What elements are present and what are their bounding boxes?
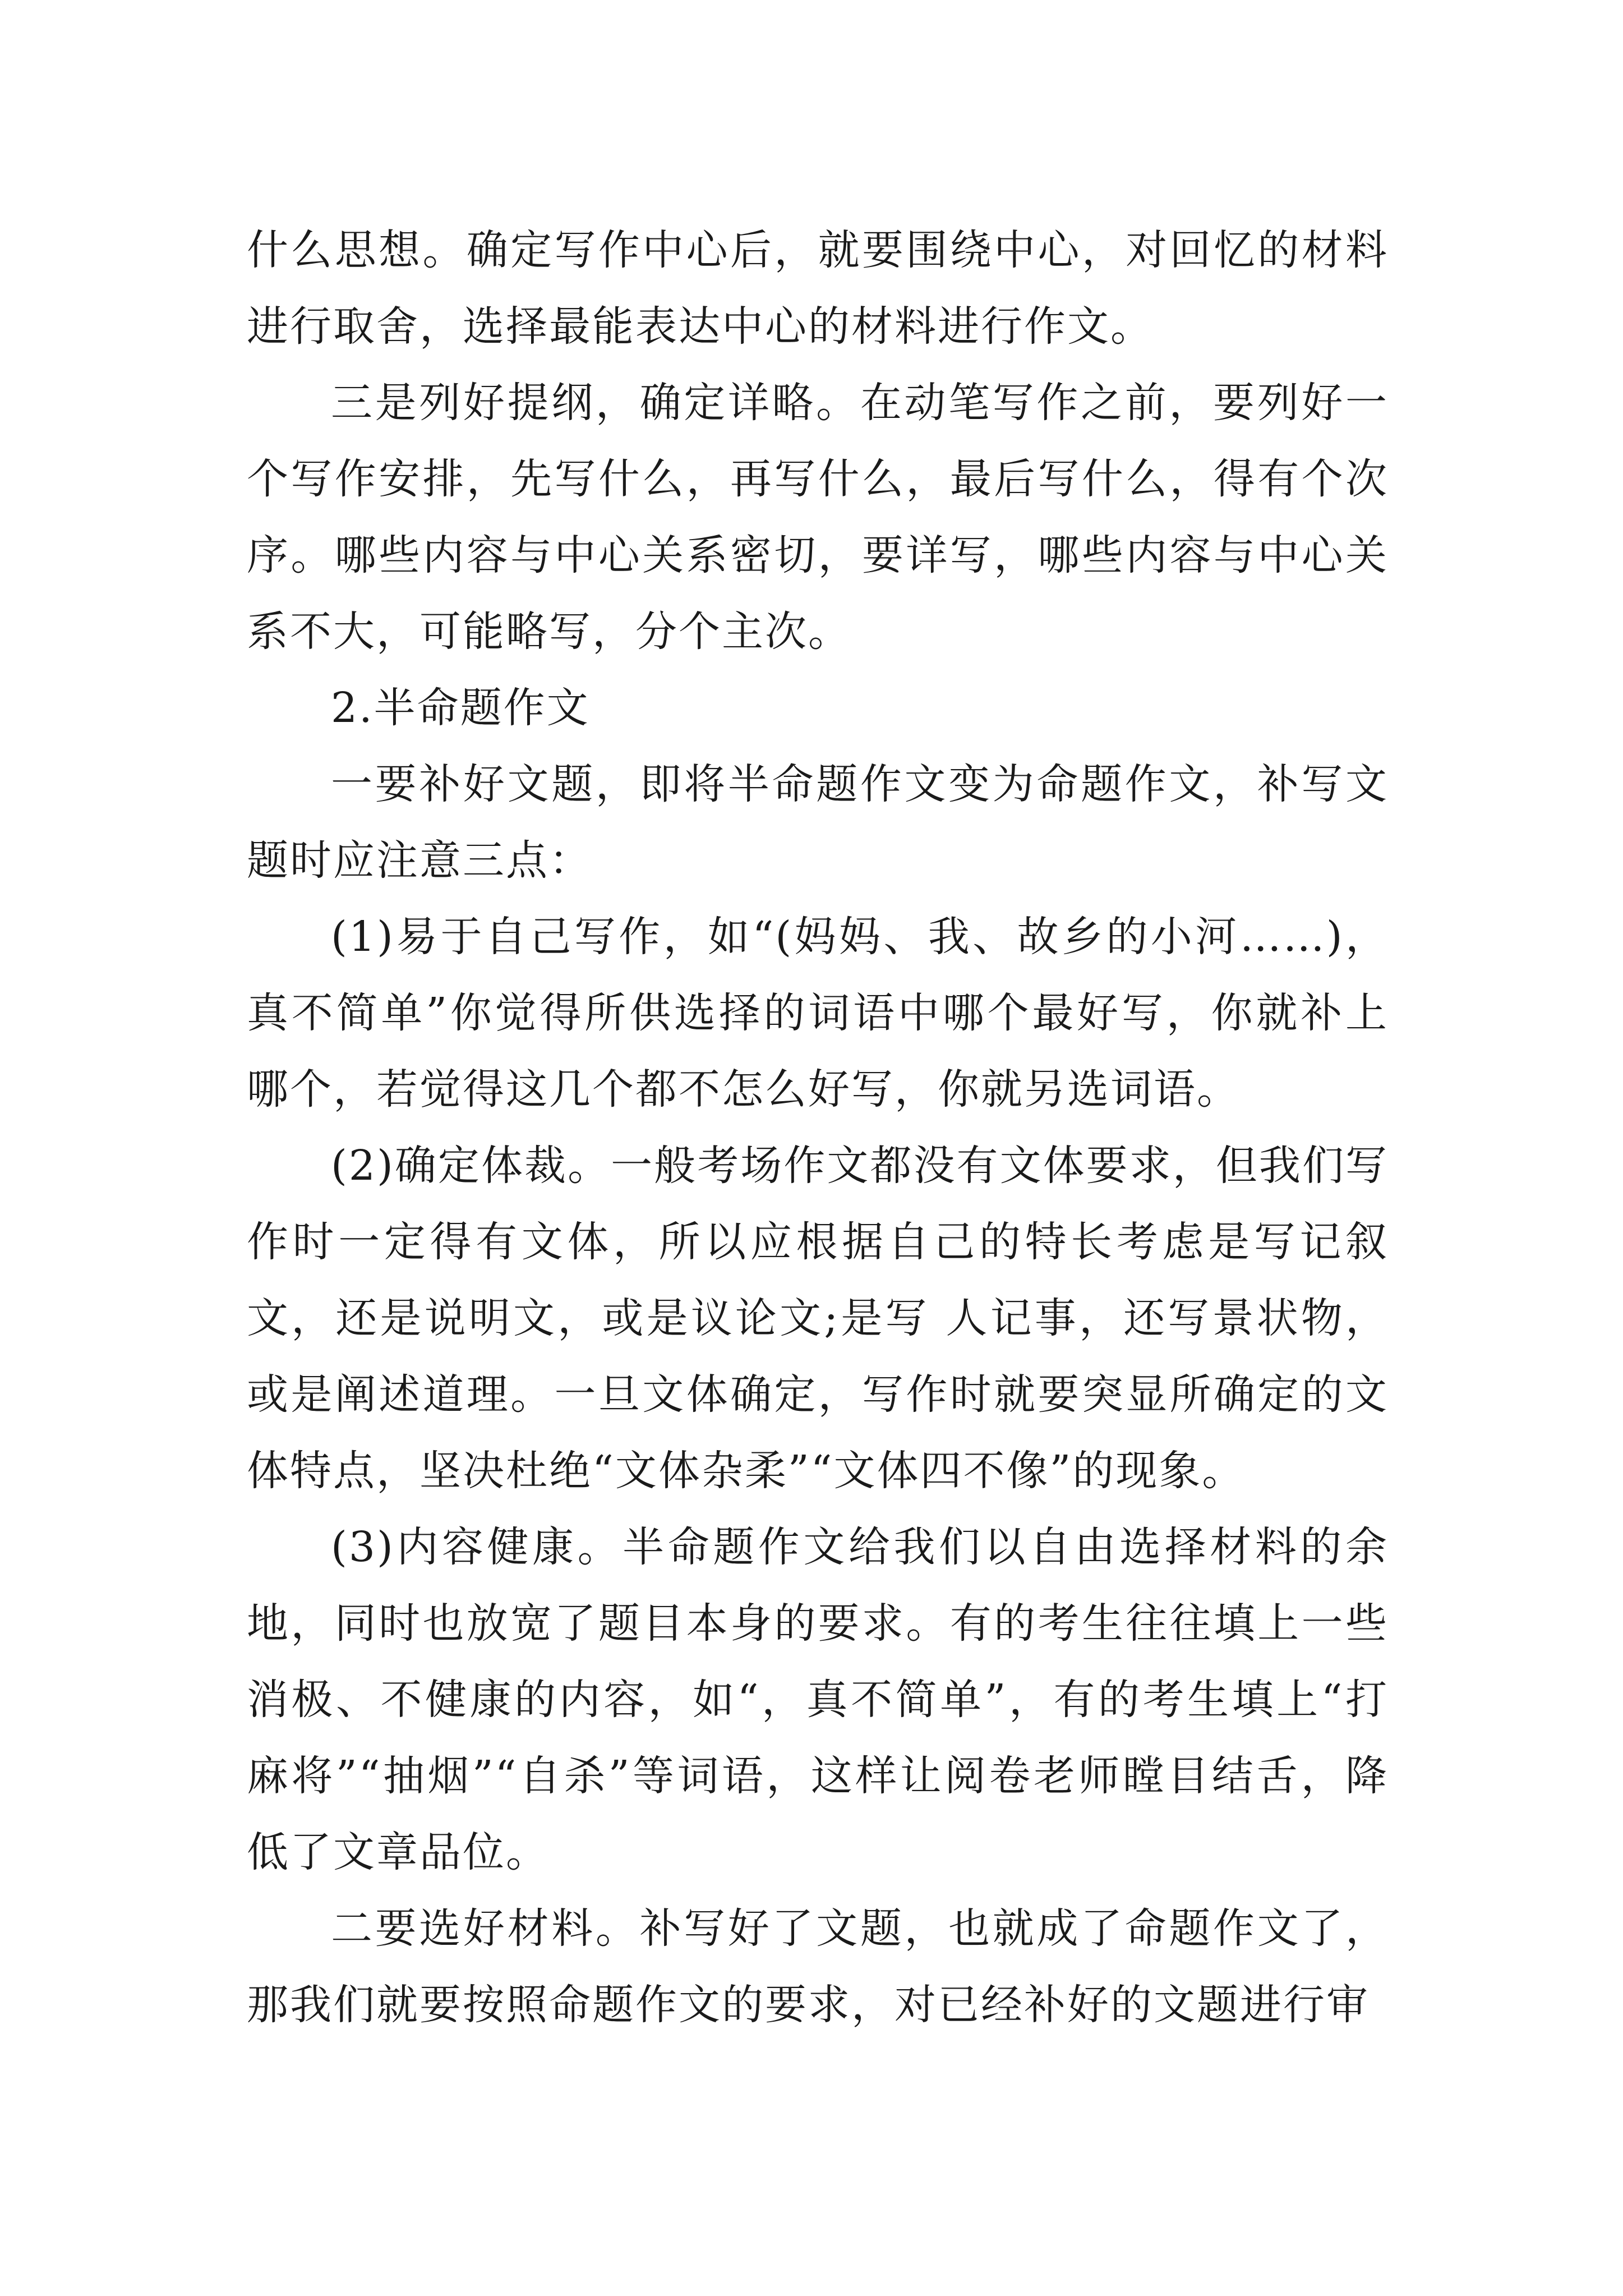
paragraph-5: (1)易于自己写作，如“(妈妈、我、故乡的小河……)，真不简单”你觉得所供选择的词语中哪个最好写，你就补上哪个，若觉得这几个都不怎么好写，你就另选词语。 [247,913,1389,1114]
section-heading: 2.半命题作文 [331,684,590,732]
paragraph-7: (3)内容健康。半命题作文给我们以自由选择材料的余地，同时也放宽了题目本身的要求。有的考生往往填上一些消极、不健康的内容，如“，真不简单”，有的考生填上“打麻将”“抽烟”“自杀”等词语，这样让阅卷老师瞠目结舌，降低了文章品位。 [247,1523,1389,1876]
paragraph-6: (2)确定体裁。一般考场作文都没有文体要求，但我们写作时一定得有文体，所以应根据自己的特长考虑是写记叙文，还是说明文，或是议论文;是写 人记事，还写景状物，或是阐述道理。一旦文体确定，写作时就要突显所确定的文体特点，坚决杜绝“文体杂柔”“文体四不像”的现象。 [247,1142,1389,1495]
document-body [247,212,1389,2043]
paragraph-8: 二要选好材料。补写好了文题，也就成了命题作文了，那我们就要按照命题作文的要求，对已经补好的文题进行审 [247,1904,1389,2029]
paragraph-1: 什么思想。确定写作中心后，就要围绕中心，对回忆的材料进行取舍，选择最能表达中心的材料进行作文。 [247,226,1389,351]
paragraph-4: 一要补好文题，即将半命题作文变为命题作文，补写文题时应注意三点： [247,760,1389,885]
paragraph-2: 三是列好提纲，确定详略。在动笔写作之前，要列好一个写作安排，先写什么，再写什么，最后写什么，得有个次序。哪些内容与中心关系密切，要详写，哪些内容与中心关系不大，可能略写，分个主次。 [247,379,1389,656]
